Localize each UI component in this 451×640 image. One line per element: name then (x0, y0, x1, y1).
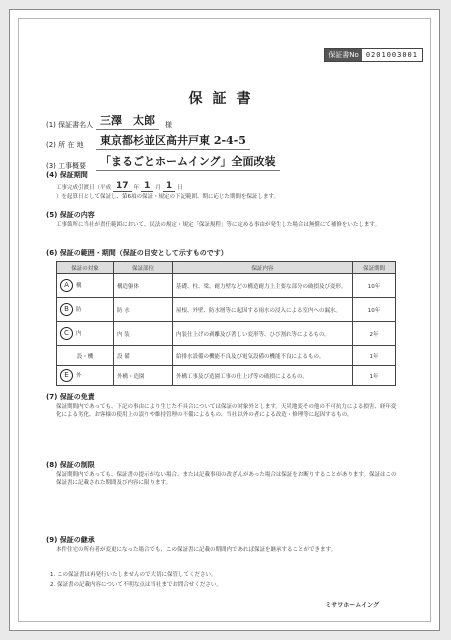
section-heading: (6) 保証の範囲・期間（保証の目安として示すものです） (46, 249, 228, 257)
document-title: 保証書 (188, 91, 261, 107)
period-day-unit: 日 (177, 184, 183, 191)
owner-name: 三澤 太郎 (96, 112, 159, 130)
table-cell (57, 274, 114, 298)
table-row (57, 346, 396, 366)
table-cell: 内 装 (114, 322, 173, 346)
field-work (46, 153, 280, 171)
table-header: 保証内容 (173, 262, 353, 274)
table-cell (57, 366, 114, 386)
table-cell: 2年 (353, 322, 396, 346)
table-row (57, 298, 396, 322)
table-cell: 内装仕上げの剥離及び著しい変形等、ひび割れ等によるもの。 (173, 322, 353, 346)
field-label: (1) 保証書名人 (46, 121, 94, 129)
table-cell: 1年 (353, 346, 396, 366)
table-cell: 外構・造園 (114, 366, 173, 386)
honorific: 様 (165, 121, 172, 129)
period-year-unit: 年 (133, 184, 140, 191)
field-label: (3) 工事概要 (46, 162, 87, 170)
work-summary: 「まるごとホームイング」全面改装 (96, 153, 280, 171)
table-cell: 防 水 (114, 298, 173, 322)
category-label: 内 (76, 331, 82, 337)
category-label: 防 (76, 307, 82, 313)
section-heading: (9) 保証の継承 (46, 536, 95, 544)
table-header: 保証期間 (353, 262, 396, 274)
table-row (57, 322, 396, 346)
table-header: 保証部位 (114, 262, 173, 274)
category-mark: A (60, 279, 73, 292)
category-mark: B (60, 303, 73, 316)
section-heading: (7) 保証の免責 (46, 393, 95, 401)
table-cell: 10年 (353, 298, 396, 322)
certificate-number-box (324, 48, 423, 62)
table-cell: 給排水設備の機能不良及び電気設備の機能不良によるもの。 (173, 346, 353, 366)
table-cell: 設・機 (57, 346, 114, 366)
period-line (56, 181, 183, 192)
table-cell: 基礎、柱、梁、耐力壁などの構造耐力上主要な部分の破損及び変形。 (173, 274, 353, 298)
field-label: (2) 所 在 地 (46, 141, 84, 149)
table-row (57, 274, 396, 298)
table-header: 保証の対象 (57, 262, 114, 274)
category-mark: E (60, 369, 73, 382)
table-cell: 10年 (353, 274, 396, 298)
table-row (57, 366, 396, 386)
table-header-row (57, 262, 396, 274)
period-year: 17 (113, 181, 132, 192)
cert-number-value: 0201003001 (365, 51, 418, 59)
section-heading: (8) 保証の制限 (46, 461, 95, 469)
section-heading: (5) 保証の内容 (46, 211, 95, 219)
table-cell (57, 322, 114, 346)
table-cell: 設 備 (114, 346, 173, 366)
field-address (46, 132, 250, 150)
company-logo-text: ミサワホームイング (325, 602, 379, 609)
period-month: 1 (141, 181, 153, 192)
category-mark: C (60, 327, 73, 340)
period-month-unit: 月 (155, 184, 161, 191)
address-value: 東京都杉並区高井戸東 2-4-5 (96, 132, 250, 150)
table-cell: 1年 (353, 366, 396, 386)
certificate-sheet (9, 9, 440, 631)
field-owner (46, 112, 172, 130)
table-cell: 屋根、外壁、防水層等に起因する雨水の浸入による室内への漏水。 (173, 298, 353, 322)
exemption-text: 保証期間内であっても、下記の事由により生じた不具合については保証の対象外とします。天災地変その他の不可抗力による損害、経年変化による劣化、お客様の使用上の誤りや維持管理の不備によるもの、当社以外の者による改造・修理等に起因するもの。 (56, 404, 397, 418)
category-label: 構 (76, 283, 82, 289)
limitation-text: 保証期間内であっても、保証書の提示がない場合、または記載事項の改ざんがあった場合は保証をお断りすることがあります。保証はこの保証書に記載された期間及び内容に限ります。 (56, 472, 397, 486)
table-cell (57, 298, 114, 322)
footnote: 2. 保証書の記載内容について不明な点は当社までお問合せください。 (50, 582, 222, 588)
table-cell: 構造躯体 (114, 274, 173, 298)
period-tail-text: ）を起算日として保証し、第6項の保証・規定の下記範囲、期に応じた期間を保証します。 (56, 194, 280, 200)
footnote: 1. この保証書は再発行いたしませんので大切に保管してください。 (50, 572, 217, 578)
table-cell: 外構工事及び造園工事の仕上げ等の破損によるもの。 (173, 366, 353, 386)
period-day: 1 (163, 181, 175, 192)
period-intro: 工事完成引渡日（平成 (56, 184, 112, 191)
guarantee-table (56, 261, 396, 386)
cert-number-label: 保証書No (325, 49, 362, 61)
succession-text: 本件住宅の所有者が変更になった場合でも、この保証書に記載の期間内であれば保証を継承することができます。 (56, 547, 337, 553)
section-heading: (4) 保証期間 (46, 171, 88, 179)
category-label: 外 (76, 373, 82, 379)
coverage-text: 工事箇所に当社が責任範囲において、民法の規定・規定「保証規程」等に定める事由が発生した場合は無償にて補修をいたします。 (56, 222, 380, 228)
